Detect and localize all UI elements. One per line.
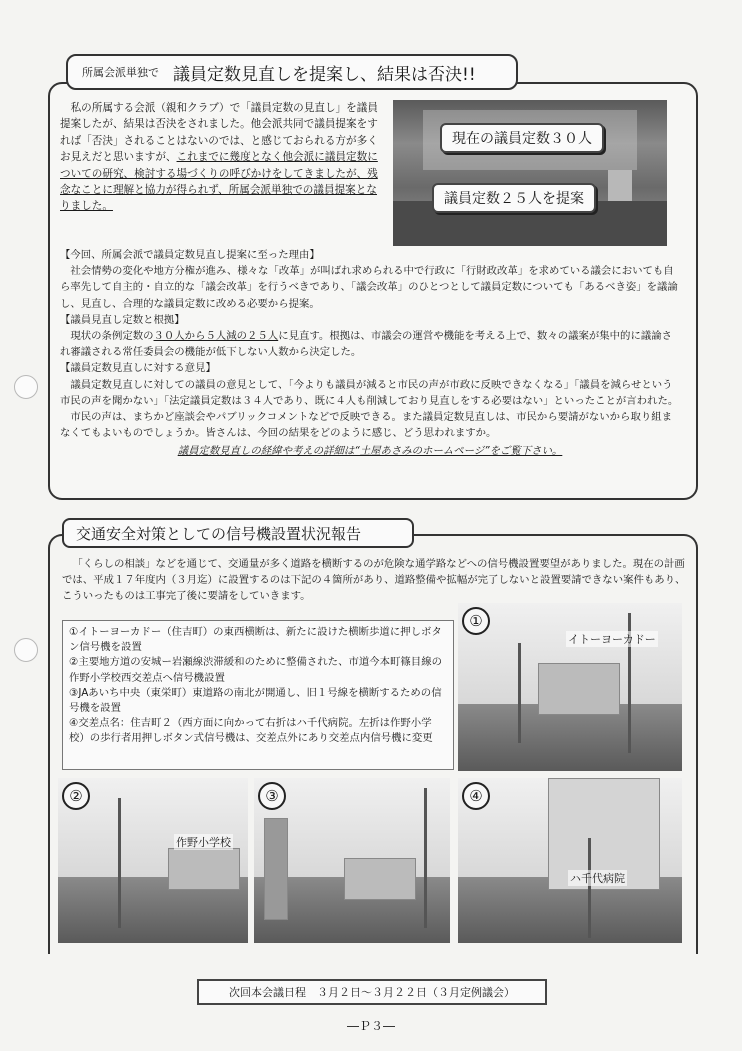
signal-list — [62, 620, 454, 770]
page-number: ―Ｐ３― — [346, 1019, 395, 1033]
list-item: ②主要地方道の安城ー岩瀬線渋滞緩和のために整備された、市道今本町篠目線の作野小学校西交差点へ信号機設置 — [69, 656, 442, 684]
homepage-note: 議員定数見直しの経緯や考えの詳細は“土屋あさみのホームページ”をご覧下さい。 — [177, 445, 563, 458]
heading-reason: 【今回、所属会派で議員定数見直し提案に至った理由】 — [60, 249, 320, 261]
list-item: ③JAあいち中央（東栄町）東道路の南北が開通し、旧１号線を横断するための信号機を設置 — [69, 686, 442, 715]
photo-label-current: 現在の議員定数３０人 — [440, 123, 604, 153]
heading-opinions: 【議員定数見直しに対する意見】 — [60, 362, 216, 375]
para-basis-b: に見直す。根拠は、市議会の運営や機能を考える上で、数々の議案が集中的に議論され審議される常任委員会の機能が低下しない人数から決定した。 — [60, 330, 673, 359]
intro-text: 私の所属する会派（親和クラブ）で「議員定数の見直し」を議員提案したが、結果は否決をされました。他会派共同で議員提案をすれば「否決」されることはないのでは、と感じておられる方が多くお見えだと思いますが、 — [60, 102, 378, 164]
next-session-schedule: 次回本会議日程 ３月２日〜３月２２日（３月定例議会） — [197, 979, 547, 1005]
section2-intro — [62, 556, 688, 605]
photo-caption: ハ千代病院 — [570, 872, 625, 885]
photo-number: ① — [462, 607, 490, 635]
para-basis-highlight: ３０人から５人減の２５人 — [153, 330, 279, 343]
photo-number: ③ — [258, 782, 286, 810]
photo-hachiyo-hospital — [458, 778, 682, 943]
para-basis-a: 現状の条例定数の — [70, 330, 154, 343]
photo-ja-aichi — [254, 778, 450, 943]
section1-title: 議員定数見直しを提案し、結果は否決!! — [173, 64, 476, 85]
photo-ito-yokado — [458, 603, 682, 771]
photo-caption: 作野小学校 — [176, 836, 231, 849]
photo-number: ② — [62, 782, 90, 810]
photo-label-proposal: 議員定数２５人を提案 — [432, 183, 596, 213]
heading-basis: 【議員見直し定数と根拠】 — [60, 313, 185, 326]
binder-hole — [14, 375, 38, 399]
photo-caption: イトーヨーカドー — [568, 633, 656, 646]
section1-body — [60, 247, 680, 460]
section2-title: 交通安全対策としての信号機設置状況報告 — [62, 518, 414, 548]
para-reason: 社会情勢の変化や地方分権が進み、様々な「改革」が叫ばれ求められる中で行政に「行財政改革」を求めている議会においても自ら率先して自主的・自立的な「議会改革」を行うべきであり、「議会改革」のひとつとして議員定数についても「あるべき姿」を議論し、見直し、合理的な議員定数に改める必要から提案。 — [60, 265, 678, 310]
section1-header — [66, 54, 518, 90]
photo-number: ④ — [462, 782, 490, 810]
intro-underlined-text: これまでに幾度となく他会派に議員定数についての研究、検討する場づくりの呼びかけをしてきましたが、残念なことに理解と協力が得られず、所属会派単独での議員提案となりました。 — [60, 151, 378, 213]
photo-sakuno-school — [58, 778, 248, 943]
council-chamber-photo — [393, 100, 667, 246]
list-item: ①イトーヨーカドー（住吉町）の東西横断は、新たに設けた横断歩道に押しボタン信号機を設置 — [69, 626, 442, 654]
binder-hole — [14, 638, 38, 662]
section1-intro — [60, 100, 386, 215]
section2-intro-text: 「くらしの相談」などを通じて、交通量が多く道路を横断するのが危険な通学路などへの信号機設置要望がありました。現在の計画では、平成１７年度内（３月迄）に設置するのは下記の４箇所があり、道路整備や拡幅が完了しないと設置要請できない案件もあり、こういったものは工事完了後に要請をしていきます。 — [62, 558, 686, 603]
list-item: ④交差点名：住吉町２（西方面に向かって右折はハ千代病院。左折は作野小学校）の歩行者用押しボタン式信号機は、交差点外にあり交差点内信号機に変更 — [69, 717, 433, 745]
para-citizens: 市民の声は、まちかど座談会やパブリックコメントなどで反映できる。また議員定数見直しは、市民から要請がないから取り組まなくてもよいものでしょうか。皆さんは、今回の結果をどのように感じ、どう思われますか。 — [60, 411, 673, 440]
para-opinions: 議員定数見直しに対しての議員の意見として、「今よりも議員が減ると市民の声が市政に反映できなくなる」「議員を減らせという市民の声を聞かない」「法定議員定数は３４人であり、既に４人も削減しており見直しをする必要はない」といったことが言われた。 — [60, 378, 679, 407]
section1-tab-prefix: 所属会派単独で — [82, 66, 159, 79]
